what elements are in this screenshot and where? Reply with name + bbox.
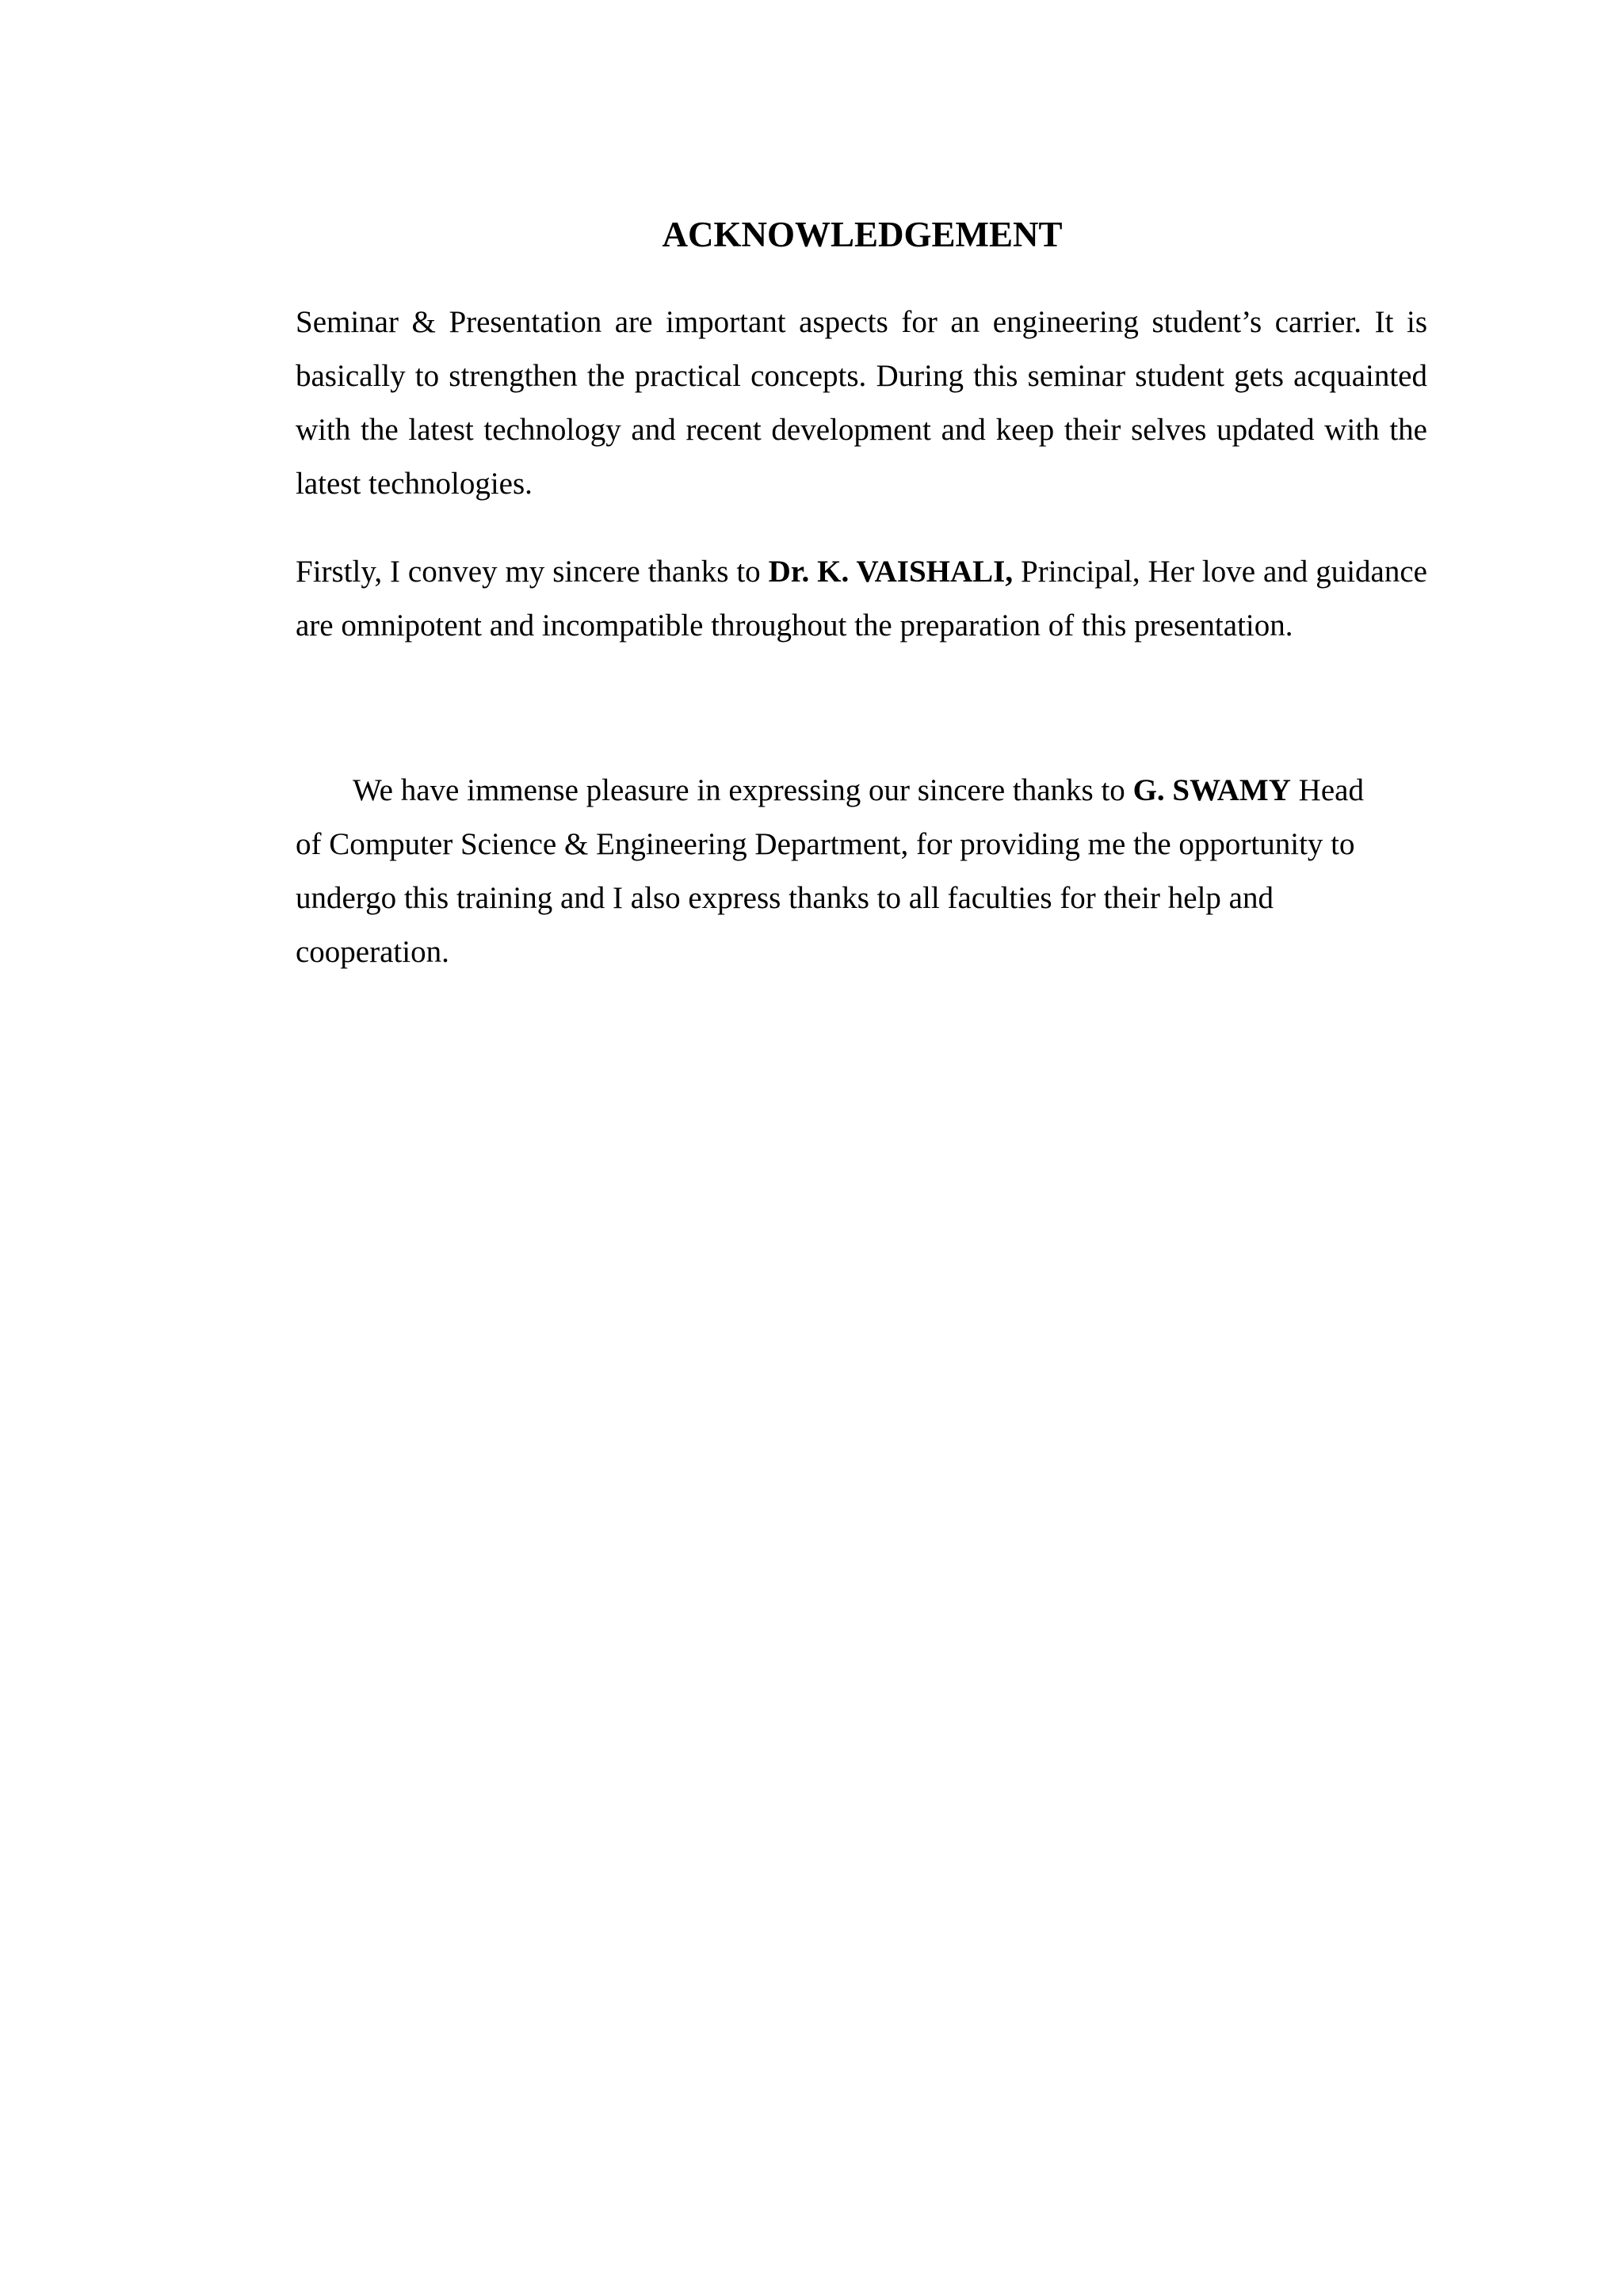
hod-name: G. SWAMY xyxy=(1132,773,1291,807)
paragraph-hod-line-1 xyxy=(296,764,1425,818)
paragraph-hod-text-before: We have immense pleasure in expressing our sincere thanks to xyxy=(353,773,1133,807)
paragraph-hod-line-2: of Computer Science & Engineering Department, for providing me the opportunity to xyxy=(296,827,1355,861)
paragraph-hod-line-4: cooperation. xyxy=(296,935,449,969)
page-title: ACKNOWLEDGEMENT xyxy=(662,215,1063,254)
paragraph-intro: Seminar & Presentation are important aspects for an engineering student’s carrier. It is basically to strengthen the practical concepts. During this seminar student gets acquainted with the latest technology and recent development and keep their selves updated with the latest technologies. xyxy=(296,305,1427,501)
paragraph-hod-text-after: Head xyxy=(1290,773,1364,807)
principal-name: Dr. K. VAISHALI, xyxy=(768,555,1014,589)
paragraph-hod-thanks xyxy=(296,764,1425,979)
paragraph-principal-text-after: Principal, Her love and guidance are omnipotent and incompatible throughout the preparation of this presentation. xyxy=(296,555,1427,643)
paragraph-principal-thanks xyxy=(296,545,1427,653)
paragraph-principal-text-before: Firstly, I convey my sincere thanks to xyxy=(296,555,769,589)
paragraph-hod-line-3: undergo this training and I also express thanks to all faculties for their help and xyxy=(296,881,1274,915)
